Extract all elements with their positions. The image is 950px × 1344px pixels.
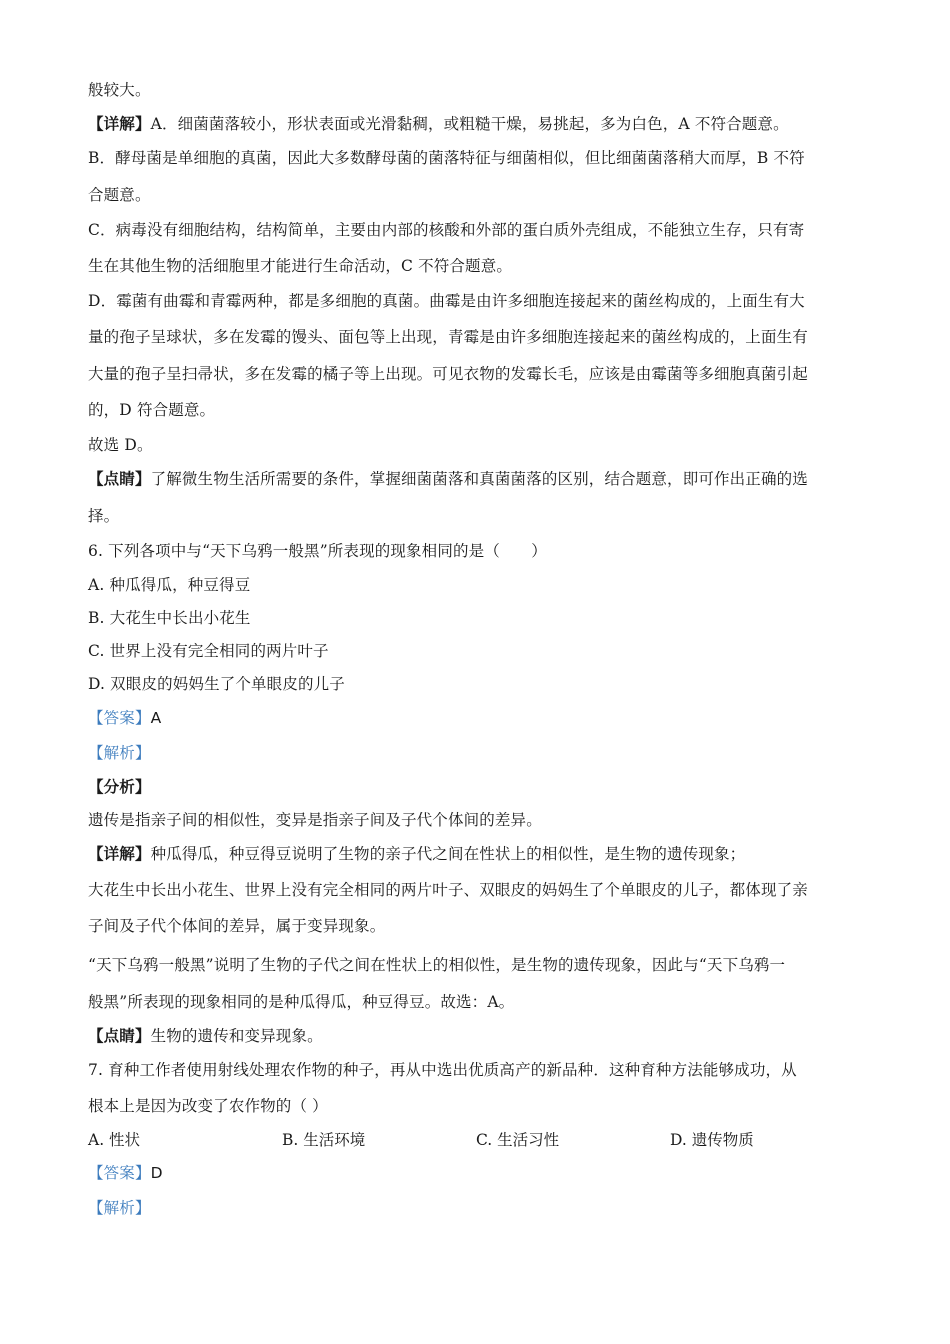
point-text-cont: 择。 — [88, 507, 120, 525]
detail-d-text-cont: 量的孢子呈球状，多在发霉的馒头、面包等上出现，青霉是由许多细胞连接起来的菌丝构成的，上面生有 — [88, 328, 808, 346]
q6-point — [88, 1026, 863, 1046]
option-text: D. 双眼皮的妈妈生了个单眼皮的儿子 — [88, 675, 345, 693]
q6-detail-line5 — [88, 992, 863, 1012]
q5-point-line1 — [88, 469, 863, 489]
point-label: 【点睛】 — [88, 1026, 151, 1045]
q5-point-line2 — [88, 506, 863, 526]
answer-value: D — [150, 1164, 163, 1182]
question-stem: 6. 下列各项中与“天下乌鸦一般黑”所表现的现象相同的是（ ） — [88, 542, 547, 560]
q6-option-b — [88, 608, 863, 628]
q5-detail-d-line2 — [88, 327, 863, 347]
q6-answer — [88, 708, 863, 728]
analysis-label: 【解析】 — [88, 1199, 151, 1217]
detail-d-text: D．霉菌有曲霉和青霉两种，都是多细胞的真菌。曲霉是由许多细胞连接起来的菌丝构成的，上面生有大 — [88, 292, 805, 310]
q5-detail-d-line1 — [88, 291, 863, 311]
detail-label: 【详解】 — [88, 844, 151, 863]
detail-d-text-cont: 大量的孢子呈扫帚状，多在发霉的橘子等上出现。可见衣物的发霉长毛，应该是由霉菌等多细胞真菌引起 — [88, 365, 808, 383]
q5-choose — [88, 435, 863, 455]
fenxi-text: 遗传是指亲子间的相似性，变异是指亲子间及子代个体间的差异。 — [88, 811, 542, 829]
detail-d-text-cont: 的，D 符合题意。 — [88, 401, 216, 419]
q6-detail-line4 — [88, 955, 863, 975]
question-stem: 7. 育种工作者使用射线处理农作物的种子，再从中选出优质高产的新品种．这种育种方法能够成功，从 — [88, 1061, 797, 1079]
answer-label: 【答案】 — [88, 1164, 151, 1182]
option-c: C. 生活习性 — [476, 1131, 560, 1149]
option-b: B. 生活环境 — [282, 1131, 366, 1149]
q6-detail-line2 — [88, 880, 863, 900]
q5-detail-c-line1 — [88, 220, 863, 240]
option-text: B. 大花生中长出小花生 — [88, 609, 251, 627]
detail-text: 种瓜得瓜，种豆得豆说明了生物的亲子代之间在性状上的相似性，是生物的遗传现象； — [150, 845, 746, 863]
q5-detail-c-line2 — [88, 256, 863, 276]
option-text: A. 种瓜得瓜，种豆得豆 — [88, 576, 251, 594]
q6-analysis-header — [88, 743, 863, 763]
q6-detail-line3 — [88, 916, 863, 936]
q7-answer — [88, 1163, 863, 1183]
option-text: C. 世界上没有完全相同的两片叶子 — [88, 642, 329, 660]
fenxi-label: 【分析】 — [88, 777, 151, 796]
detail-b-text-cont: 合题意。 — [88, 186, 151, 204]
detail-text-cont: “天下乌鸦一般黑”说明了生物的子代之间在性状上的相似性，是生物的遗传现象，因此与“天下乌鸦一 — [88, 956, 786, 974]
q6-fenxi-header — [88, 777, 863, 797]
q6-option-a — [88, 575, 863, 595]
q7-analysis-header — [88, 1198, 863, 1218]
q6-option-c — [88, 641, 863, 661]
point-text: 了解微生物生活所需要的条件，掌握细菌菌落和真菌菌落的区别，结合题意，即可作出正确的选 — [150, 470, 808, 488]
detail-c-text-cont: 生在其他生物的活细胞里才能进行生命活动，C 不符合题意。 — [88, 257, 512, 275]
option-a: A. 性状 — [88, 1131, 141, 1149]
option-d: D. 遗传物质 — [670, 1131, 754, 1149]
answer-value: A — [150, 709, 162, 727]
analysis-label: 【解析】 — [88, 744, 151, 762]
point-text: 生物的遗传和变异现象。 — [150, 1027, 323, 1045]
answer-label: 【答案】 — [88, 709, 151, 727]
choose-text: 故选 D。 — [88, 436, 153, 454]
q7-stem-line1 — [88, 1060, 863, 1080]
continuation-text: 般较大。 — [88, 81, 151, 99]
q6-option-d — [88, 674, 863, 694]
q5-detail-d-line3 — [88, 364, 863, 384]
q5-detail-b-line1 — [88, 148, 863, 168]
q6-fenxi-text — [88, 810, 863, 830]
q5-detail-a — [88, 114, 863, 134]
detail-text-cont: 大花生中长出小花生、世界上没有完全相同的两片叶子、双眼皮的妈妈生了个单眼皮的儿子，都体现了亲 — [88, 881, 808, 899]
question-stem-cont: 根本上是因为改变了农作物的（ ） — [88, 1097, 328, 1115]
detail-c-text: C．病毒没有细胞结构，结构简单，主要由内部的核酸和外部的蛋白质外壳组成，不能独立生存，只有寄 — [88, 221, 805, 239]
detail-label: 【详解】 — [88, 114, 151, 133]
detail-text-cont: 般黑”所表现的现象相同的是种瓜得瓜，种豆得豆。故选：A。 — [88, 993, 515, 1011]
q7-stem-line2 — [88, 1096, 863, 1116]
q5-detail-b-line2 — [88, 185, 863, 205]
q6-detail-line1 — [88, 844, 863, 864]
paragraph-continuation — [88, 80, 863, 100]
detail-b-text: B．酵母菌是单细胞的真菌，因此大多数酵母菌的菌落特征与细菌相似，但比细菌菌落稍大而厚，B 不符 — [88, 149, 805, 167]
point-label: 【点睛】 — [88, 469, 151, 488]
detail-a-text: A．细菌菌落较小，形状表面或光滑黏稠，或粗糙干燥，易挑起，多为白色，A 不符合题意。 — [150, 115, 789, 133]
q5-detail-d-line4 — [88, 400, 863, 420]
detail-text-cont: 子间及子代个体间的差异，属于变异现象。 — [88, 917, 386, 935]
q6-stem — [88, 541, 863, 561]
